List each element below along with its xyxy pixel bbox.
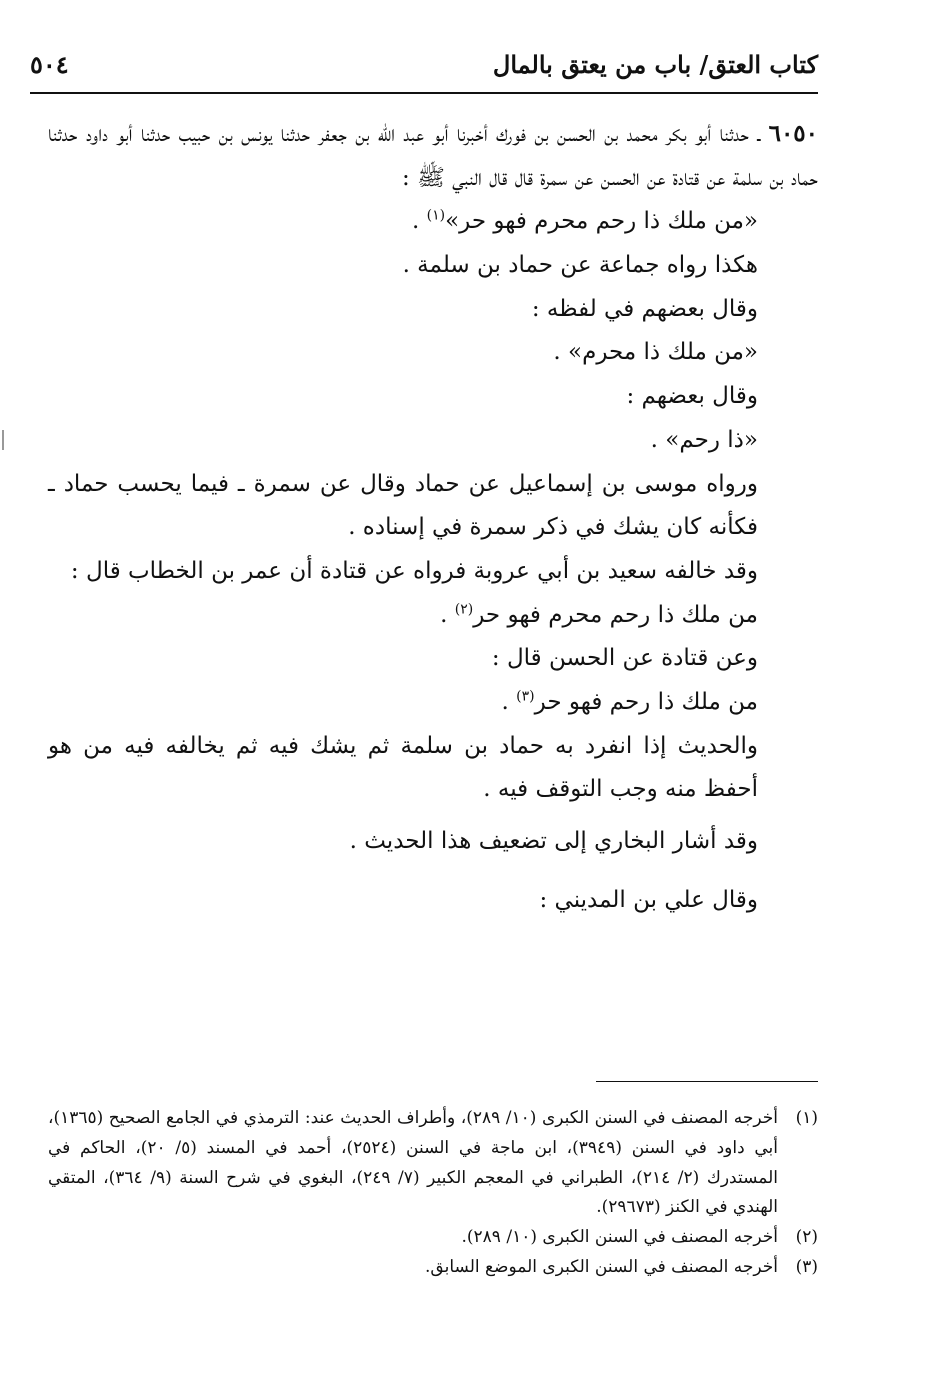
isnad-text: ـ حدثنا أبو بكر محمد بن الحسن بن فورك أخبرنا أبو عبد الله بن جعفر حدثنا يونس بن حبيب حدثنا أبو داود حدثنا حماد بن سلمة عن قتادة عن الحسن عن سمرة قال قال النبي ﷺ :	[48, 121, 818, 191]
footnote-1	[48, 1104, 818, 1223]
main-text	[48, 112, 818, 929]
footnote-mark: (٢)	[795, 1227, 818, 1247]
footnote-text: أخرجه المصنف في السنن الكبرى (١٠/ ٢٨٩).	[461, 1227, 778, 1247]
paragraph-13: والحديث إذا انفرد به حماد بن سلمة ثم يشك فيه ثم يخالفه فيه من هو أحفظ منه وجب التوقف فيه .	[48, 732, 758, 803]
paragraph-isnad	[48, 112, 818, 200]
paragraph-9: وقد خالفه سعيد بن أبي عروبة فرواه عن قتادة أن عمر بن الخطاب قال :	[70, 557, 758, 584]
scan-mark	[2, 430, 4, 450]
footnote-2	[48, 1223, 818, 1253]
page-number: ٥٠٤	[30, 50, 69, 79]
footnote-text: أخرجه المصنف في السنن الكبرى الموضع السابق.	[425, 1256, 778, 1277]
chapter-title: كتاب العتق/ باب من يعتق بالمال	[492, 50, 818, 79]
paragraph-10	[48, 594, 818, 638]
footnote-ref-1: (١)	[426, 207, 446, 224]
matn-text: من ملك ذا رحم محرم فهو حر	[473, 601, 758, 628]
punctuation: .	[412, 208, 427, 235]
paragraph-matn-1	[48, 200, 818, 244]
footnote-mark: (١)	[795, 1108, 818, 1128]
paragraph-7: «ذا رحم» .	[650, 426, 758, 453]
paragraph-3: هكذا رواه جماعة عن حماد بن سلمة .	[402, 252, 758, 279]
paragraph-8: ورواه موسى بن إسماعيل عن حماد وقال عن سمرة ـ فيما يحسب حماد ـ فكأنه كان يشك في ذكر سمرة في إسناده .	[48, 470, 758, 541]
footnote-mark: (٣)	[795, 1256, 818, 1277]
paragraph-4: وقال بعضهم في لفظه :	[531, 295, 758, 322]
footnote-3	[48, 1253, 818, 1283]
paragraph-5: «من ملك ذا محرم» .	[553, 339, 758, 366]
footnote-separator	[596, 1081, 818, 1082]
paragraph-12	[48, 681, 818, 725]
matn-text: من ملك ذا رحم فهو حر	[534, 688, 758, 715]
hadith-number: ٦٠٥٠	[768, 120, 819, 147]
footnote-ref-3: (٣)	[516, 688, 535, 705]
punctuation: .	[440, 601, 455, 628]
matn-text: «من ملك ذا رحم محرم فهو حر»	[445, 208, 758, 235]
paragraph-11: وعن قتادة عن الحسن قال :	[491, 645, 758, 672]
footnote-text: أخرجه المصنف في السنن الكبرى (١٠/ ٢٨٩)، وأطراف الحديث عند: الترمذي في الجامع الصحيح (١٣٦٥)، أبي داود في السنن (٣٩٤٩)، ابن ماجة في السنن (٢٥٢٤)، أحمد في المسند (٥/ ٢٠)، الحاكم في المستدرك (٢/ ٢١٤)، الطبراني في المعجم الكبير (٧/ ٢٤٩)، البغوي في شرح السنة (٩/ ٣٦٤)، المتقي الهندي في الكنز (٢٩٦٧٣).	[48, 1108, 779, 1218]
paragraph-6: وقال بعضهم :	[626, 383, 758, 410]
footnote-ref-2: (٢)	[454, 600, 474, 617]
paragraph-15: وقال علي بن المديني :	[539, 886, 758, 913]
running-header	[30, 42, 818, 94]
footnotes	[48, 1104, 818, 1283]
paragraph-14: وقد أشار البخاري إلى تضعيف هذا الحديث .	[349, 828, 758, 854]
punctuation: .	[501, 688, 517, 715]
